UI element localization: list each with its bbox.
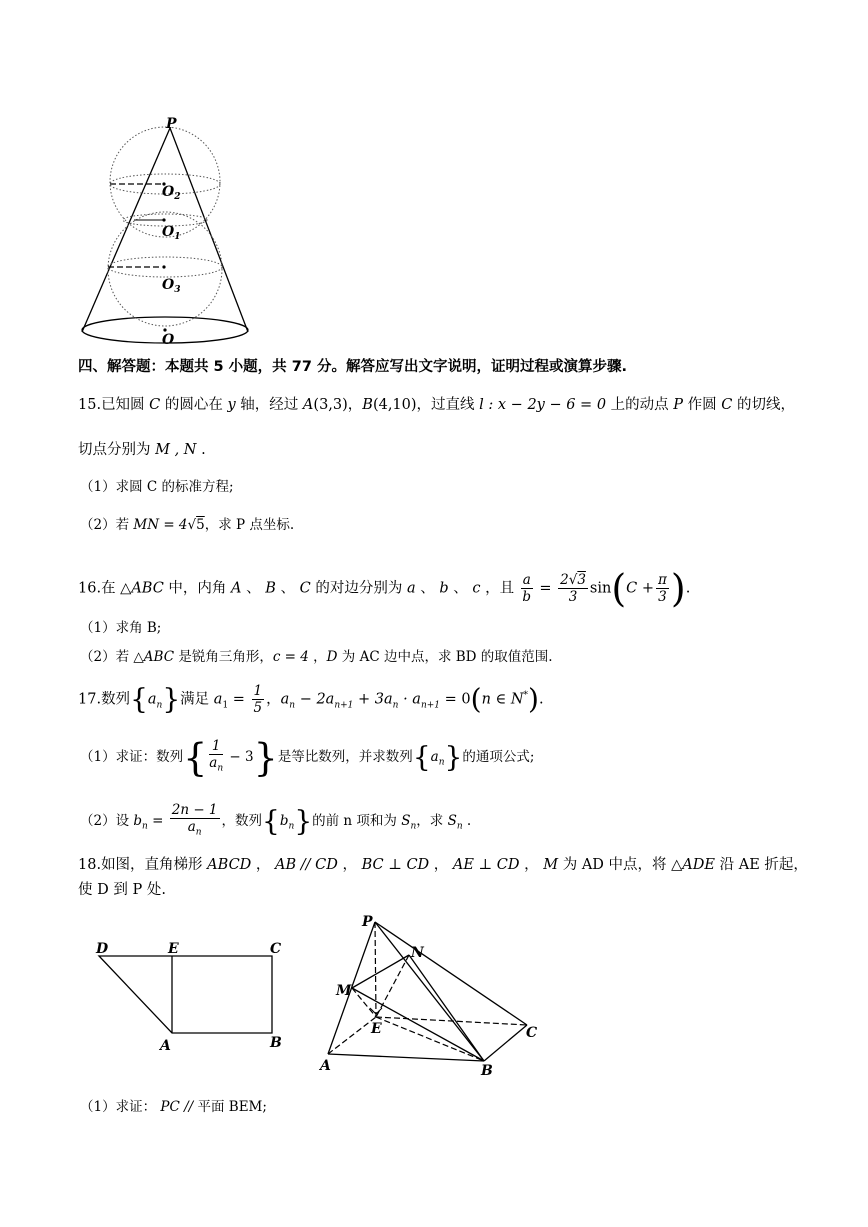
section-heading: 四、解答题：本题共 5 小题，共 77 分。解答应写出文字说明，证明过程或演算步骤. bbox=[78, 359, 627, 375]
label-P: P bbox=[166, 116, 177, 132]
svg-text:O1 bbox=[162, 224, 180, 242]
fig-right-B: B bbox=[481, 1063, 493, 1078]
svg-text:O3 bbox=[162, 277, 180, 295]
q17-part1: （1）求证：数列{ $\frac{1}{a_n}$ − 3}是等比数列，并求数列$\{a_n\}$的通项公式; bbox=[80, 735, 535, 780]
fig-left-A: A bbox=[160, 1038, 171, 1050]
cone-spheres-figure bbox=[74, 112, 258, 348]
q15-part1: （1）求圆 C 的标准方程; bbox=[80, 479, 234, 495]
fig-left-D: D bbox=[96, 941, 109, 957]
q18-line1: 18.如图，直角梯形 ABCD ， AB // CD ， BC ⊥ CD ， AE ⊥ CD ， M 为 AD 中点，将 △ADE 沿 AE 折起， bbox=[78, 857, 808, 873]
q15-part2: （2）若 MN = 4√5，求 P 点坐标. bbox=[80, 517, 295, 533]
fraction-2root3-over-3: $\frac{2√3}{3}$ bbox=[560, 572, 586, 605]
q15-line1: 15.已知圆 C 的圆心在 y 轴，经过 A(3,3)，B(4,10)，过直线 l : x − 2y − 6 = 0 上的动点 P 作圆 C 的切线， bbox=[78, 397, 795, 413]
label-O1: O bbox=[162, 224, 175, 240]
fig-right-N: N bbox=[411, 945, 424, 961]
q16-part2: （2）若 △ABC 是锐角三角形，c = 4 ，D 为 AC 边中点，求 BD 的取值范围. bbox=[80, 649, 553, 665]
label-O3-sub: 3 bbox=[174, 285, 181, 295]
fig-right-E: E bbox=[371, 1021, 382, 1037]
fig-left-E: E bbox=[168, 941, 179, 957]
q18-part1: （1）求证： PC // 平面 BEM; bbox=[80, 1099, 267, 1115]
fig-right-P: P bbox=[362, 914, 373, 930]
pyramid-figure bbox=[316, 910, 548, 1078]
label-O2-sub: 2 bbox=[174, 192, 181, 202]
label-O: O bbox=[162, 332, 175, 348]
q18-line2: 使 D 到 P 处. bbox=[78, 882, 166, 898]
fig-right-M: M bbox=[336, 983, 352, 999]
fig-left-B: B bbox=[270, 1035, 282, 1050]
q16-part1: （1）求角 B; bbox=[80, 620, 162, 636]
fig-left-C: C bbox=[270, 941, 282, 957]
q15-line2: 切点分别为 M , N . bbox=[78, 442, 206, 458]
fraction-a-over-b: $\frac{a}{b}$ bbox=[522, 572, 532, 605]
label-O1-sub: 1 bbox=[174, 232, 181, 242]
label-O2: O bbox=[162, 184, 175, 200]
q16-line1: 16.在 △ABC 中，内角 A 、 B 、 C 的对边分别为 a 、 b 、 c ，且 $\frac{a}{b}$ = $\frac{2√3}{3}$ sin(C + $\frac{\pi}{3}$ ). bbox=[78, 566, 691, 611]
q17-line1: 17.数列$\{a_n\}$满足 $a_1$ = $\frac{1}{5}$ ，$a_n - 2a_{n+1} + 3a_n \cdot a_{n+1} = 0(n$ ∈ N*). bbox=[78, 682, 544, 716]
trapezoid-figure bbox=[92, 938, 292, 1050]
fig-right-A: A bbox=[320, 1058, 331, 1074]
q17-part2: （2）设 $b_n$ = $\frac{2n - 1}{a_n}$ ，数列$\{b_n\}$的前 n 项和为 $S_n$，求 $S_n$ . bbox=[80, 802, 472, 838]
label-O3: O bbox=[162, 277, 175, 293]
fig-right-C: C bbox=[526, 1025, 538, 1041]
svg-text:O2 bbox=[162, 184, 180, 202]
